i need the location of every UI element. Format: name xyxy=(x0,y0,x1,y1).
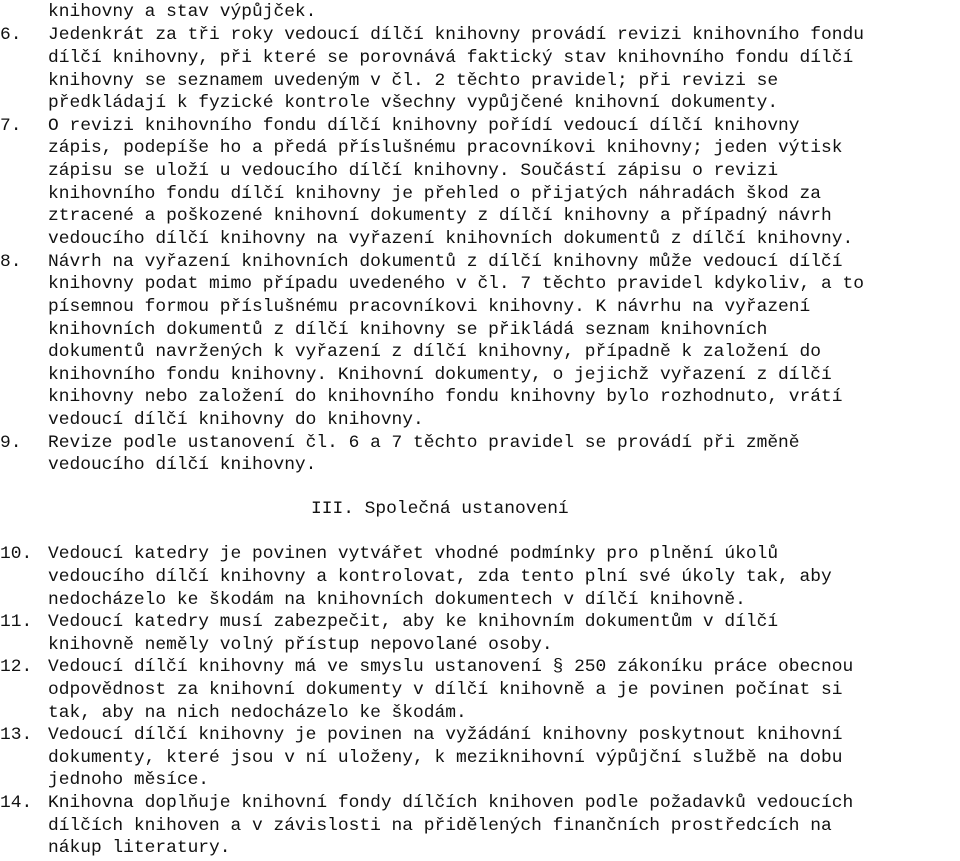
intro-tail-line: knihovny a stav výpůjček. xyxy=(48,2,317,22)
item-10-line-2: vedoucího dílčí knihovny a kontrolovat, zda tento plní své úkoly tak, aby xyxy=(48,567,832,587)
item-12-line-2: odpovědnost za knihovní dokumenty v dílčí knihovně a je povinen počínat si xyxy=(48,680,843,700)
item-7-line-6: vedoucího dílčí knihovny na vyřazení knihovních dokumentů z dílčí knihovny. xyxy=(48,229,854,249)
item-7-line-3: zápisu se uloží u vedoucího dílčí knihovny. Součástí zápisu o revizi xyxy=(48,161,779,181)
item-number-10: 10. xyxy=(0,544,33,564)
item-6-line-3: knihovny se seznamem uvedeným v čl. 2 těchto pravidel; při revizi se xyxy=(48,71,779,91)
item-13-line-2: dokumenty, které jsou v ní uloženy, k meziknihovní výpůjční službě na dobu xyxy=(48,748,843,768)
item-14-line-2: dílčích knihoven a v závislosti na přidělených finančních prostředcích na xyxy=(48,816,832,836)
item-14-line-1: Knihovna doplňuje knihovní fondy dílčích knihoven podle požadavků vedoucích xyxy=(48,793,854,813)
item-12-line-3: tak, aby na nich nedocházelo ke škodám. xyxy=(48,703,467,723)
item-number-6: 6. xyxy=(0,25,22,45)
item-number-7: 7. xyxy=(0,116,22,136)
item-6-line-1: Jedenkrát za tři roky vedoucí dílčí knihovny provádí revizi knihovního fondu xyxy=(48,25,864,45)
item-8-line-3: písemnou formou příslušnému pracovníkovi knihovny. K návrhu na vyřazení xyxy=(48,297,811,317)
item-number-9: 9. xyxy=(0,433,22,453)
item-number-8: 8. xyxy=(0,252,22,272)
item-7-line-4: knihovního fondu dílčí knihovny je přehled o přijatých náhradách škod za xyxy=(48,184,822,204)
item-8-line-8: vedoucí dílčí knihovny do knihovny. xyxy=(48,410,424,430)
item-number-11: 11. xyxy=(0,612,33,632)
item-8-line-1: Návrh na vyřazení knihovních dokumentů z dílčí knihovny může vedoucí dílčí xyxy=(48,252,843,272)
item-6-line-4: předkládají k fyzické kontrole všechny vypůjčené knihovní dokumenty. xyxy=(48,93,779,113)
item-13-line-3: jednoho měsíce. xyxy=(48,770,210,790)
item-14-line-3: nákup literatury. xyxy=(48,838,231,858)
item-9-line-1: Revize podle ustanovení čl. 6 a 7 těchto pravidel se provádí při změně xyxy=(48,433,800,453)
item-8-line-6: knihovního fondu knihovny. Knihovní dokumenty, o jejichž vyřazení z dílčí xyxy=(48,365,832,385)
item-7-line-2: zápis, podepíše ho a předá příslušnému pracovníkovi knihovny; jeden výtisk xyxy=(48,138,843,158)
item-7-line-1: O revizi knihovního fondu dílčí knihovny pořídí vedoucí dílčí knihovny xyxy=(48,116,800,136)
item-7-line-5: ztracené a poškozené knihovní dokumenty z dílčí knihovny a případný návrh xyxy=(48,206,832,226)
item-8-line-5: dokumentů navržených k vyřazení z dílčí knihovny, případně k založení do xyxy=(48,342,822,362)
item-9-line-2: vedoucího dílčí knihovny. xyxy=(48,455,317,475)
item-13-line-1: Vedoucí dílčí knihovny je povinen na vyžádání knihovny poskytnout knihovní xyxy=(48,725,843,745)
item-8-line-2: knihovny podat mimo případu uvedeného v čl. 7 těchto pravidel kdykoliv, a to xyxy=(48,274,864,294)
item-6-line-2: dílčí knihovny, při které se porovnává faktický stav knihovního fondu dílčí xyxy=(48,48,854,68)
item-8-line-4: knihovních dokumentů z dílčí knihovny se přikládá seznam knihovních xyxy=(48,320,768,340)
item-11-line-1: Vedoucí katedry musí zabezpečit, aby ke knihovním dokumentům v dílčí xyxy=(48,612,779,632)
item-8-line-7: knihovny nebo založení do knihovního fondu knihovny bylo rozhodnuto, vrátí xyxy=(48,387,843,407)
item-number-14: 14. xyxy=(0,793,33,813)
item-11-line-2: knihovně neměly volný přístup nepovolané osoby. xyxy=(48,635,553,655)
section-heading: III. Společná ustanovení xyxy=(311,499,569,519)
item-10-line-3: nedocházelo ke škodám na knihovních dokumentech v dílčí knihovně. xyxy=(48,590,746,610)
item-number-12: 12. xyxy=(0,657,33,677)
item-12-line-1: Vedoucí dílčí knihovny má ve smyslu ustanovení § 250 zákoníku práce obecnou xyxy=(48,657,854,677)
item-10-line-1: Vedoucí katedry je povinen vytvářet vhodné podmínky pro plnění úkolů xyxy=(48,544,779,564)
item-number-13: 13. xyxy=(0,725,33,745)
